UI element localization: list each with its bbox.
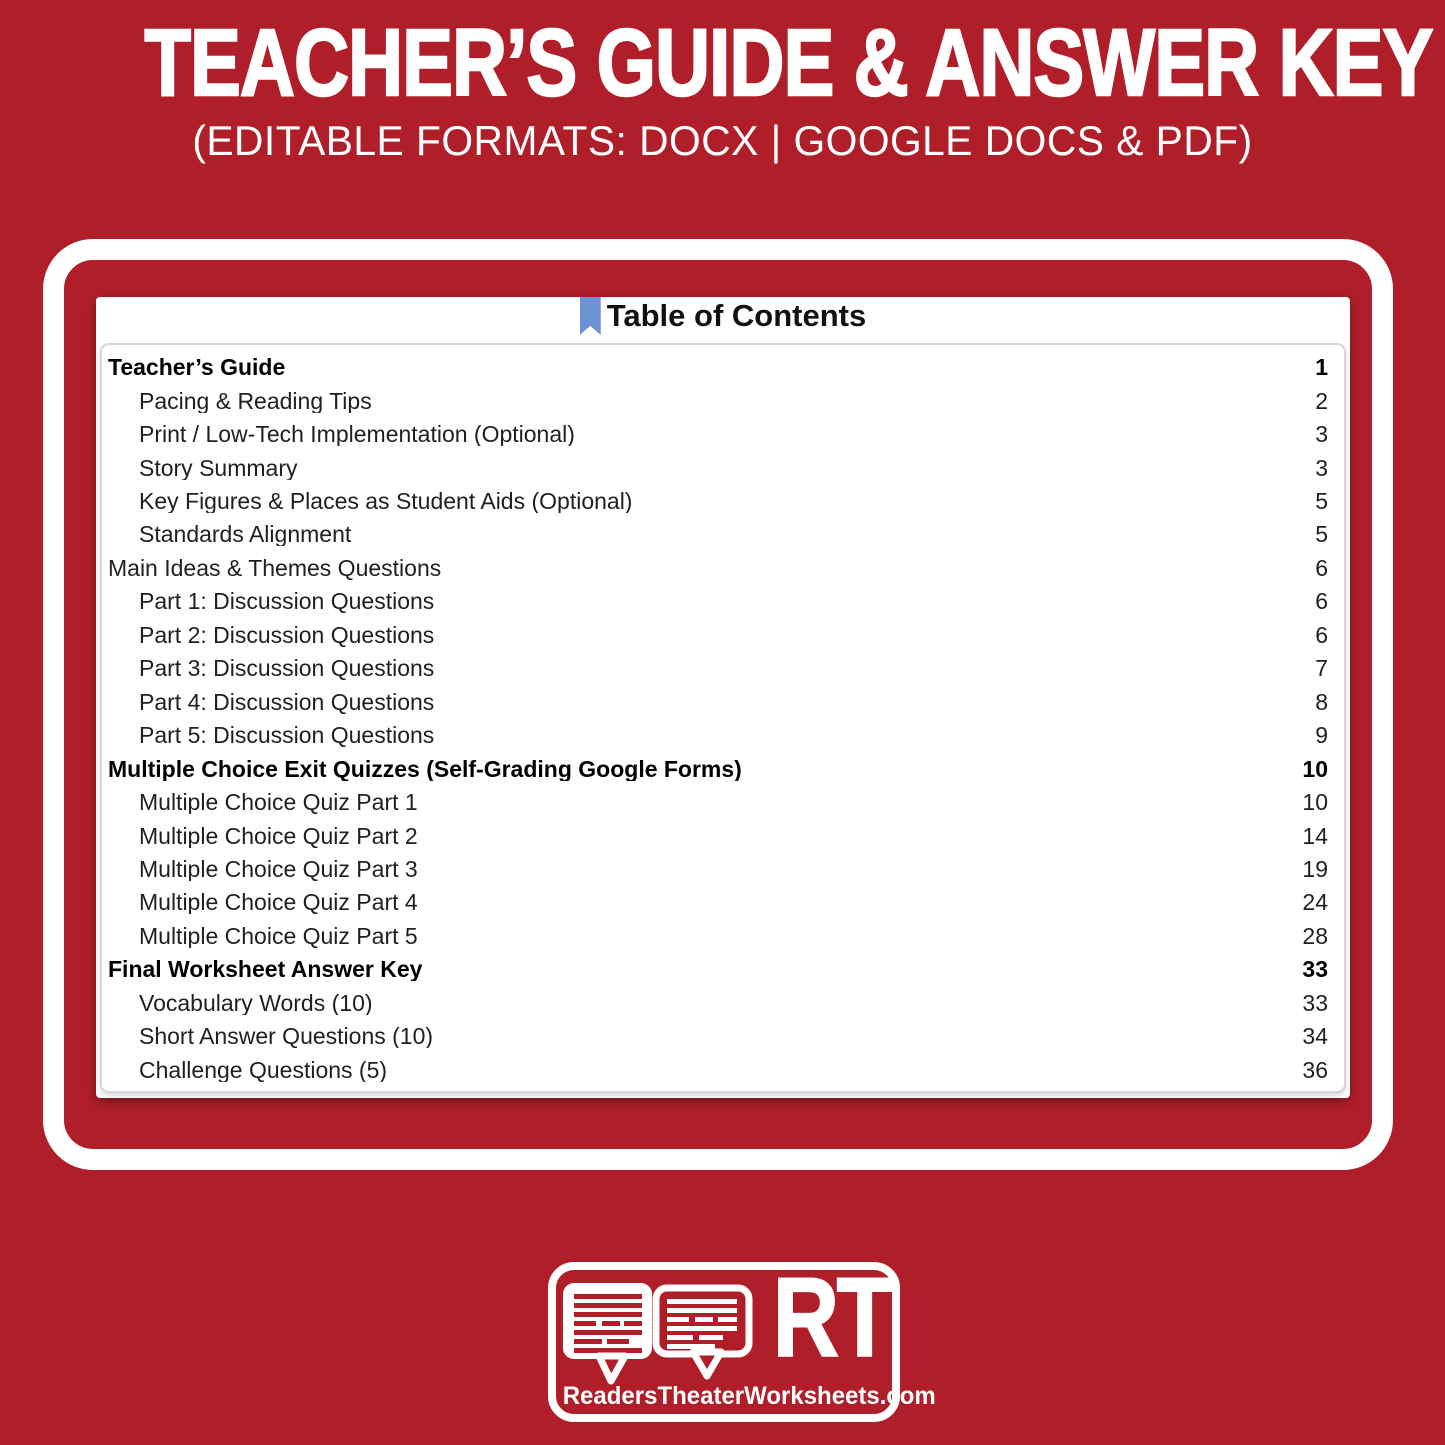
toc-entry-page-number: 8 xyxy=(1315,688,1328,715)
toc-entry xyxy=(108,552,1328,585)
toc-entry xyxy=(108,987,1328,1020)
toc-entry xyxy=(108,719,1328,752)
toc-entry-page-number: 10 xyxy=(1302,789,1328,816)
toc-entry-page-number: 5 xyxy=(1315,521,1328,548)
toc-entry-label: Part 3: Discussion Questions xyxy=(139,657,435,681)
toc-entry-label: Multiple Choice Quiz Part 5 xyxy=(139,924,418,948)
toc-entry xyxy=(108,518,1328,551)
header xyxy=(0,10,1445,165)
toc-entry-page-number: 7 xyxy=(1315,655,1328,682)
toc-entry xyxy=(108,619,1328,652)
toc-entry-label: Multiple Choice Quiz Part 2 xyxy=(139,824,418,848)
toc-entry-label: Vocabulary Words (10) xyxy=(139,991,373,1015)
toc-entry xyxy=(108,886,1328,919)
toc-entry-page-number: 2 xyxy=(1315,387,1328,414)
toc-entry-page-number: 33 xyxy=(1302,989,1328,1016)
toc-entry xyxy=(108,786,1328,819)
bookmark-icon xyxy=(580,297,601,335)
toc-entry xyxy=(108,686,1328,719)
toc-entry-page-number: 6 xyxy=(1315,588,1328,615)
toc-entry-page-number: 19 xyxy=(1302,855,1328,882)
toc-heading xyxy=(96,297,1350,344)
toc-entry-page-number: 36 xyxy=(1302,1056,1328,1083)
toc-entry-page-number: 14 xyxy=(1302,822,1328,849)
toc-entry-label: Part 2: Discussion Questions xyxy=(139,623,435,647)
toc-entry-label: Part 4: Discussion Questions xyxy=(139,690,435,714)
toc-entry xyxy=(108,953,1328,986)
toc-entry xyxy=(108,384,1328,417)
toc-entry xyxy=(108,819,1328,852)
toc-entry xyxy=(108,920,1328,953)
logo-initials: RT xyxy=(772,1255,890,1380)
toc-entry xyxy=(108,351,1328,384)
logo-website: ReadersTheaterWorksheets.com xyxy=(562,1382,936,1410)
toc-entry xyxy=(108,752,1328,785)
toc-entry-label: Multiple Choice Quiz Part 3 xyxy=(139,857,418,881)
toc-entry xyxy=(108,652,1328,685)
toc-entry-page-number: 34 xyxy=(1302,1023,1328,1050)
page-subtitle: (EDITABLE FORMATS: DOCX | GOOGLE DOCS & PDF) xyxy=(192,117,1253,164)
toc-entry xyxy=(108,1054,1328,1087)
toc-entry-label: Challenge Questions (5) xyxy=(139,1058,388,1082)
toc-heading-label: Table of Contents xyxy=(606,298,867,333)
toc-entry-page-number: 24 xyxy=(1302,889,1328,916)
toc-list xyxy=(100,343,1346,1093)
toc-entry-page-number: 3 xyxy=(1315,421,1328,448)
toc-entry-label: Key Figures & Places as Student Aids (Optional) xyxy=(139,490,633,513)
toc-entry-page-number: 3 xyxy=(1315,454,1328,481)
toc-entry xyxy=(108,418,1328,451)
brand-logo xyxy=(548,1255,936,1422)
toc-entry-label: Story Summary xyxy=(139,456,298,480)
toc-entry-page-number: 10 xyxy=(1302,755,1328,782)
toc-entry-page-number: 1 xyxy=(1315,354,1328,381)
toc-entry-label: Multiple Choice Exit Quizzes (Self-Grading Google Forms) xyxy=(108,757,742,781)
toc-entry-page-number: 9 xyxy=(1315,722,1328,749)
toc-entry-label: Teacher’s Guide xyxy=(108,356,286,380)
toc-entry-label: Short Answer Questions (10) xyxy=(139,1025,434,1049)
toc-entry-label: Part 5: Discussion Questions xyxy=(139,724,435,748)
toc-entry-page-number: 33 xyxy=(1302,956,1328,983)
toc-entry-label: Standards Alignment xyxy=(139,523,352,547)
toc-entry-label: Final Worksheet Answer Key xyxy=(108,958,423,982)
toc-entry xyxy=(108,451,1328,484)
toc-entry xyxy=(108,1020,1328,1053)
toc-entry-label: Print / Low-Tech Implementation (Optional) xyxy=(139,423,575,447)
document-page xyxy=(96,297,1350,1098)
toc-entry xyxy=(108,585,1328,618)
page-title: TEACHER’S GUIDE & ANSWER KEY xyxy=(144,10,1433,116)
toc-entry-page-number: 28 xyxy=(1302,922,1328,949)
toc-entry-page-number: 6 xyxy=(1315,621,1328,648)
toc-entry xyxy=(108,485,1328,518)
toc-entry-label: Pacing & Reading Tips xyxy=(139,389,372,413)
toc-entry xyxy=(108,853,1328,886)
toc-entry-label: Multiple Choice Quiz Part 1 xyxy=(139,791,418,815)
toc-entry-page-number: 6 xyxy=(1315,554,1328,581)
toc-entry-label: Main Ideas & Themes Questions xyxy=(108,556,442,580)
toc-entry-label: Multiple Choice Quiz Part 4 xyxy=(139,891,418,915)
toc-entry-label: Part 1: Discussion Questions xyxy=(139,590,435,614)
toc-entry-page-number: 5 xyxy=(1315,488,1328,514)
